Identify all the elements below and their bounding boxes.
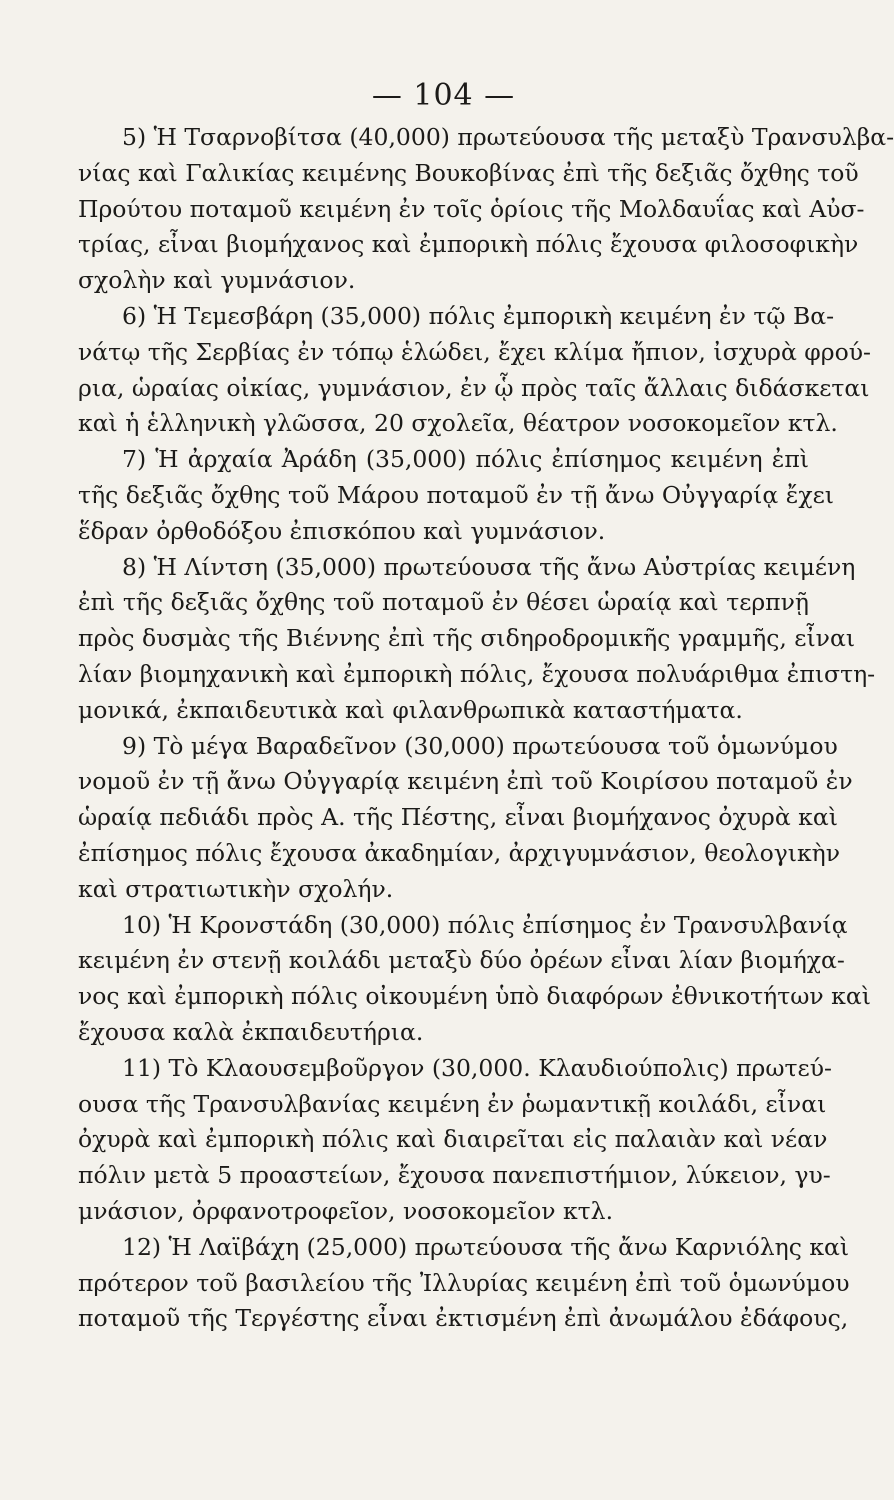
text-line: ουσα τῆς Τρανσυλβανίας κειμένη ἐν ῥωμαντικῇ κοιλάδι, εἶναι <box>78 1089 827 1118</box>
text-line: τῆς δεξιᾶς ὄχθης τοῦ Μάρου ποταμοῦ ἐν τῇ ἄνω Οὐγγαρίᾳ ἔχει <box>78 480 834 509</box>
paragraph-entry <box>78 442 834 549</box>
text-line: ρια, ὡραίας οἰκίας, γυμνάσιον, ἐν ᾧ πρὸς ταῖς ἄλλαις διδάσκεται <box>78 373 870 402</box>
paragraph-entry <box>78 1230 850 1337</box>
text-line: σχολὴν καὶ γυμνάσιον. <box>78 266 356 295</box>
paragraph-entry <box>78 299 871 442</box>
text-line: μνάσιον, ὀρφανοτροφεῖον, νοσοκομεῖον κτλ. <box>78 1196 614 1225</box>
paragraph-entry <box>78 729 853 908</box>
text-line: πρὸς δυσμὰς τῆς Βιέννης ἐπὶ τῆς σιδηροδρομικῆς γραμμῆς, εἶναι <box>78 624 856 653</box>
text-line: 10) Ἡ Κρονστάδη (30,000) πόλις ἐπίσημος ἐν Τρανσυλβανίᾳ <box>122 910 848 939</box>
paragraph-entry <box>78 1051 832 1230</box>
text-line: 12) Ἡ Λαϊβάχη (25,000) πρωτεύουσα τῆς ἄνω Καρνιόλης καὶ <box>122 1232 850 1261</box>
text-line: καὶ ἡ ἑλληνικὴ γλῶσσα, 20 σχολεῖα, θέατρον νοσοκομεῖον κτλ. <box>78 409 838 438</box>
text-line: καὶ στρατιωτικὴν σχολήν. <box>78 874 394 903</box>
text-line: 8) Ἡ Λίντση (35,000) πρωτεύουσα τῆς ἄνω Αὐστρίας κειμένη <box>122 552 856 581</box>
text-line: Προύτου ποταμοῦ κειμένη ἐν τοῖς ὁρίοις τῆς Μολδαυΐας καὶ Αὐσ- <box>78 194 865 223</box>
text-line: ἕδραν ὀρθοδόξου ἐπισκόπου καὶ γυμνάσιον. <box>78 516 606 545</box>
text-line: μονικά, ἐκπαιδευτικὰ καὶ φιλανθρωπικὰ καταστήματα. <box>78 695 743 724</box>
text-line: κειμένη ἐν στενῇ κοιλάδι μεταξὺ δύο ὀρέων εἶναι λίαν βιομήχα- <box>78 946 845 975</box>
text-line: ποταμοῦ τῆς Τεργέστης εἶναι ἐκτισμένη ἐπὶ ἀνωμάλου ἐδάφους, <box>78 1304 849 1333</box>
text-line: 6) Ἡ Τεμεσβάρη (35,000) πόλις ἐμπορικὴ κειμένη ἐν τῷ Βα- <box>122 301 835 330</box>
text-line: 7) Ἡ ἀρχαία Ἀράδη (35,000) πόλις ἐπίσημος κειμένη ἐπὶ <box>122 445 809 474</box>
text-line: πόλιν μετὰ 5 προαστείων, ἔχουσα πανεπιστήμιον, λύκειον, γυ- <box>78 1161 831 1190</box>
text-line: 9) Τὸ μέγα Βαραδεῖνον (30,000) πρωτεύουσα τοῦ ὁμωνύμου <box>122 731 838 760</box>
text-body <box>78 120 894 1337</box>
text-line: ὡραίᾳ πεδιάδι πρὸς Α. τῆς Πέστης, εἶναι βιομήχανος ὀχυρὰ καὶ <box>78 803 838 832</box>
text-line: ὀχυρὰ καὶ ἐμπορικὴ πόλις καὶ διαιρεῖται εἰς παλαιὰν καὶ νέαν <box>78 1125 828 1154</box>
page-number-header: — 104 — <box>371 78 516 113</box>
paragraph-entry <box>78 908 871 1051</box>
text-line: 5) Ἡ Τσαρνοβίτσα (40,000) πρωτεύουσα τῆς μεταξὺ Τρανσυλβα- <box>122 123 894 151</box>
text-line: νος καὶ ἐμπορικὴ πόλις οἰκουμένη ὑπὸ διαφόρων ἐθνικοτήτων καὶ <box>78 982 871 1011</box>
text-line: νάτῳ τῆς Σερβίας ἐν τόπῳ ἑλώδει, ἔχει κλίμα ἤπιον, ἰσχυρὰ φρού- <box>78 337 871 366</box>
text-line: 11) Τὸ Κλαουσεμβοῦργον (30,000. Κλαυδιούπολις) πρωτεύ- <box>122 1053 832 1082</box>
text-line: ἔχουσα καλὰ ἐκπαιδευτήρια. <box>78 1017 424 1046</box>
text-line: ἐπὶ τῆς δεξιᾶς ὄχθης τοῦ ποταμοῦ ἐν θέσει ὡραίᾳ καὶ τερπνῇ <box>78 588 809 617</box>
text-line: νίας καὶ Γαλικίας κειμένης Βουκοβίνας ἐπὶ τῆς δεξιᾶς ὄχθης τοῦ <box>78 158 859 187</box>
text-line: τρίας, εἶναι βιομήχανος καὶ ἐμπορικὴ πόλις ἔχουσα φιλοσοφικὴν <box>78 230 859 259</box>
text-line: πρότερον τοῦ βασιλείου τῆς Ἰλλυρίας κειμένη ἐπὶ τοῦ ὁμωνύμου <box>78 1268 850 1297</box>
text-line: ἐπίσημος πόλις ἔχουσα ἀκαδημίαν, ἀρχιγυμνάσιον, θεολογικὴν <box>78 838 841 867</box>
paragraph-entry <box>78 120 894 299</box>
text-line: λίαν βιομηχανικὴ καὶ ἐμπορικὴ πόλις, ἔχουσα πολυάριθμα ἐπιστη- <box>78 659 876 688</box>
text-line: νομοῦ ἐν τῇ ἄνω Οὐγγαρίᾳ κειμένη ἐπὶ τοῦ Κοιρίσου ποταμοῦ ἐν <box>78 767 853 796</box>
paragraph-entry <box>78 550 876 729</box>
